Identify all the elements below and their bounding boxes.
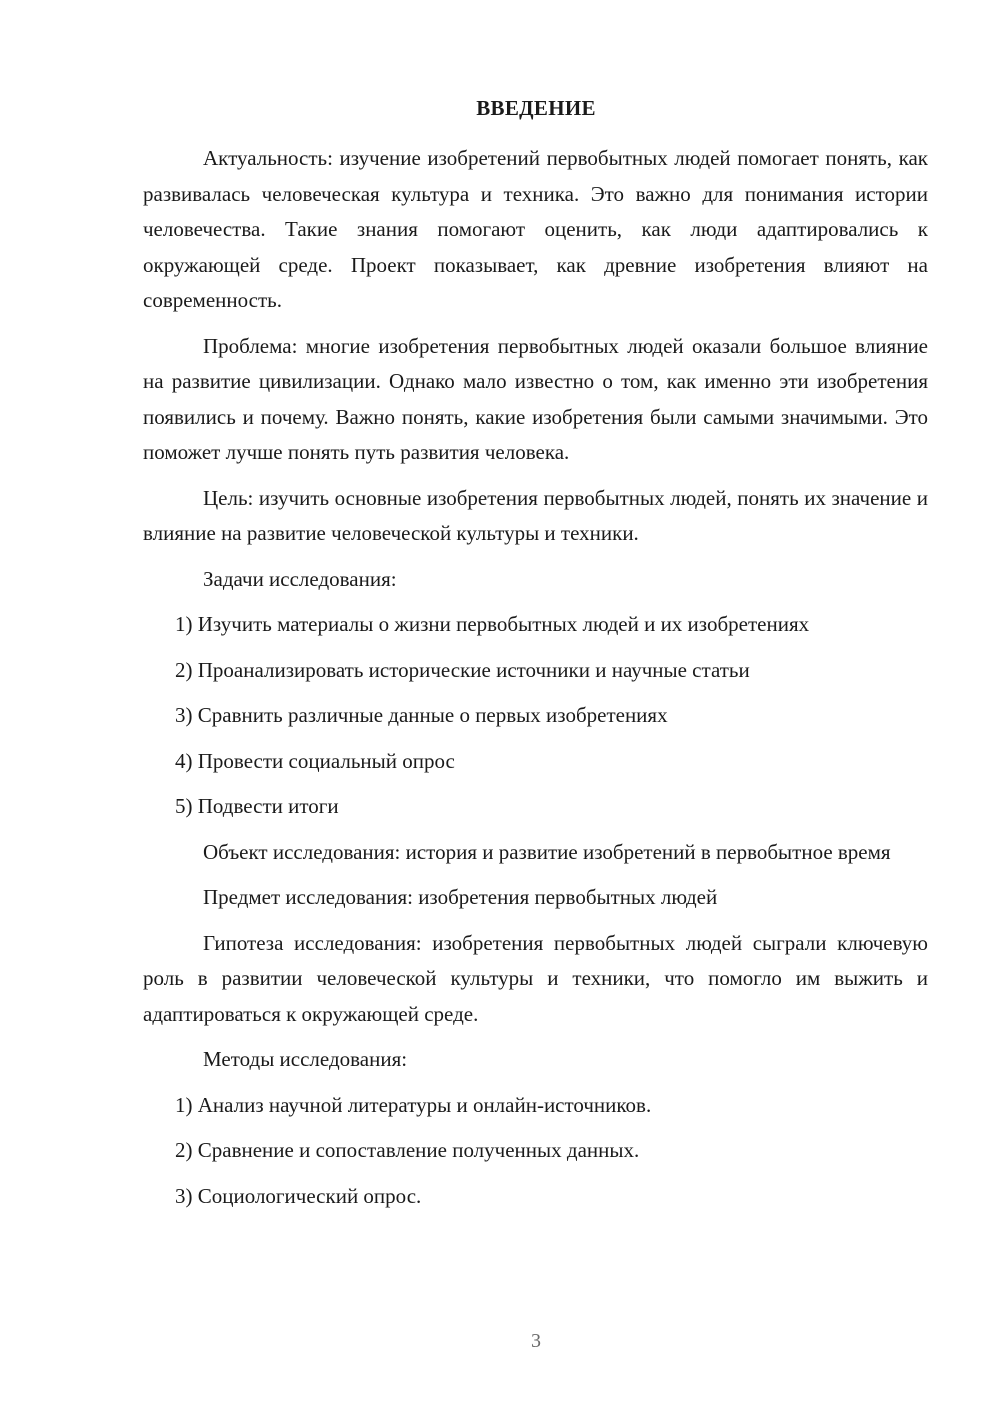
methods-list bbox=[143, 1088, 928, 1215]
object-paragraph: Объект исследования: история и развитие изобретений в первобытное время bbox=[203, 839, 891, 864]
relevance-paragraph: Актуальность: изучение изобретений первобытных людей помогает понять, как развивалась человеческая культура и техника. Это важно для понимания истории человечества. Такие знания помогают оценить, как люди адаптировались к окружающей среде. Проект показывает, как древние изобретения влияют на современность. bbox=[143, 146, 928, 312]
list-item: 5) Подвести итоги bbox=[175, 794, 339, 818]
subject-paragraph: Предмет исследования: изобретения первобытных людей bbox=[203, 885, 718, 909]
list-item: 3) Социологический опрос. bbox=[175, 1183, 422, 1208]
document-body bbox=[143, 141, 928, 1224]
page-number: 3 bbox=[531, 1330, 541, 1352]
list-item: 2) Сравнение и сопоставление полученных данных. bbox=[175, 1138, 640, 1162]
list-item: 1) Анализ научной литературы и онлайн-источников. bbox=[175, 1092, 652, 1117]
hypothesis-paragraph: Гипотеза исследования: изобретения первобытных людей сыграли ключевую роль в развитии человеческой культуры и техники, что помогло им выжить и адаптироваться к окружающей среде. bbox=[143, 930, 928, 1026]
list-item: 2) Проанализировать исторические источники и научные статьи bbox=[175, 657, 750, 682]
tasks-list bbox=[143, 607, 928, 825]
list-item: 3) Сравнить различные данные о первых изобретениях bbox=[175, 703, 668, 727]
tasks-heading: Задачи исследования: bbox=[203, 566, 397, 591]
list-item: 4) Провести социальный опрос bbox=[175, 748, 455, 773]
page-title: ВВЕДЕНИЕ bbox=[476, 96, 596, 120]
problem-paragraph: Проблема: многие изобретения первобытных людей оказали большое влияние на развитие цивилизации. Однако мало известно о том, как именно эти изобретения появились и почему. Важно понять, какие изобретения были самыми значимыми. Это поможет лучше понять путь развития человека. bbox=[143, 333, 928, 464]
goal-paragraph: Цель: изучить основные изобретения первобытных людей, понять их значение и влияние на развитие человеческой культуры и техники. bbox=[143, 485, 928, 545]
list-item: 1) Изучить материалы о жизни первобытных людей и их изобретениях bbox=[175, 612, 810, 636]
methods-heading: Методы исследования: bbox=[203, 1047, 408, 1071]
